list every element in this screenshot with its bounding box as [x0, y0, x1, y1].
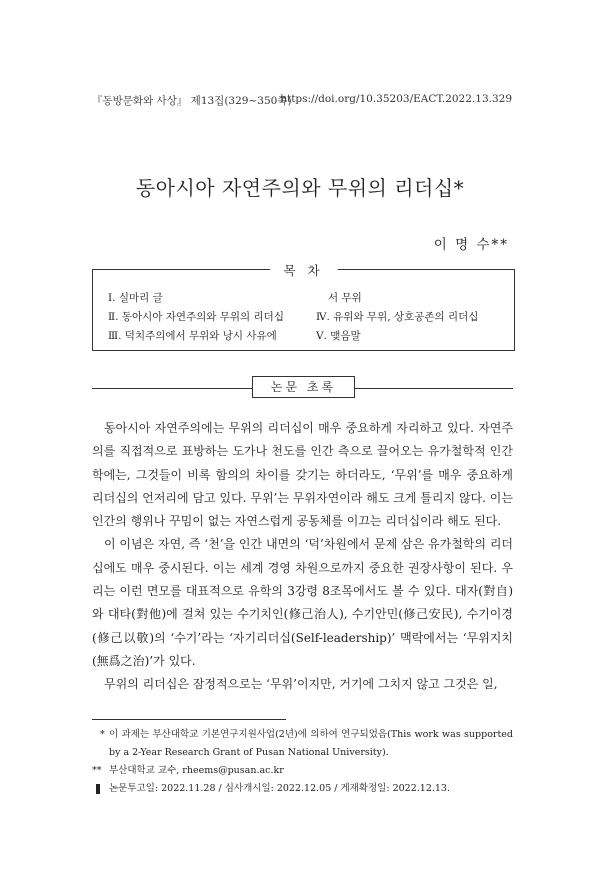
abstract-paragraph: 동아시아 자연주의에는 무위의 리더십이 매우 중요하게 자리하고 있다. 자연주의를 직접적으로 표방하는 도가나 천도를 인간 측으로 끌어오는 유가철학적 인간학에는, 그것들이 비록 함의의 차이를 갖기는 하더라도, ‘무위’를 매우 중요하게 리더십의 언저리에 담고 있다. 무위’는 무위자연이라 해도 크게 틀리지 않다. 이는 인간의 행위나 꾸밈이 없는 자연스럽게 공동체를 이끄는 리더십이라 해도 된다. — [92, 421, 513, 529]
table-of-contents — [92, 263, 515, 351]
footnote-2 — [92, 762, 513, 780]
toc-item: 서 무위 — [328, 292, 362, 304]
footnote-mark: ** — [92, 765, 102, 776]
doi-link[interactable]: https://doi.org/10.35203/EACT.2022.13.329 — [280, 93, 512, 105]
journal-citation: 『동방문화와 사상』 제13집(329~350쪽) — [92, 95, 292, 107]
submission-dates — [92, 780, 513, 798]
footnotes — [92, 726, 513, 798]
toc-item: Ⅱ. 동아시아 자연주의와 무위의 리더십 — [108, 311, 284, 323]
abstract-heading-label: 논문 초록 — [252, 376, 355, 398]
toc-item: Ⅴ. 맺음말 — [316, 330, 361, 342]
toc-right-column — [316, 289, 478, 346]
abstract-paragraph: 무위의 리더십은 잠정적으로는 ‘무위’이지만, 거기에 그치지 않고 그것은 일, — [104, 677, 498, 692]
toc-item: Ⅰ. 실마리 글 — [108, 292, 163, 304]
dates-text: 논문투고일: 2022.11.28 / 심사개시일: 2022.12.05 / 게재확정일: 2022.12.13. — [109, 783, 450, 794]
abstract-paragraph: 이 이념은 자연, 즉 ‘천’을 인간 내면의 ‘덕’차원에서 문제 삼은 유가철학의 리더십에도 매우 중시된다. 이는 세계 경영 차원으로까지 중요한 권장사항이 된다. 우리는 이런 면모를 대표적으로 유학의 3강령 8조목에서도 볼 수 있다. 대자(對自)와 대타(對他)에 걸쳐 있는 수기치인(修己治人), 수기안민(修己安民), 수기이경(修己以敬)의 ‘수기’라는 ‘자기리더십(Self-leadership)’ 맥락에서는 ‘무위지치(無爲之治)’가 있다. — [92, 537, 513, 668]
footnote-text: 부산대학교 교수, rheems@pusan.ac.kr — [109, 765, 284, 776]
footnote-text: 이 과제는 부산대학교 기본연구지원사업(2년)에 의하여 연구되었음(This work was supported by a 2-Year Research Grant of Pusan National University). — [109, 729, 513, 758]
abstract-body — [92, 417, 513, 697]
paper-title: 동아시아 자연주의와 무위의 리더십* — [135, 176, 465, 200]
toc-title: 목 차 — [269, 261, 337, 279]
toc-item: Ⅲ. 덕치주의에서 무위와 낭시 사유에 — [108, 330, 277, 342]
footnote-separator — [92, 719, 286, 720]
author-name: 이 명 수** — [433, 237, 509, 253]
footnote-1 — [92, 726, 513, 762]
footnote-mark: * — [100, 729, 105, 740]
toc-item: Ⅳ. 유위와 무위, 상호공존의 리더십 — [316, 311, 479, 323]
bar-icon — [96, 784, 100, 794]
toc-left-column — [108, 289, 284, 346]
abstract-heading — [92, 381, 513, 395]
